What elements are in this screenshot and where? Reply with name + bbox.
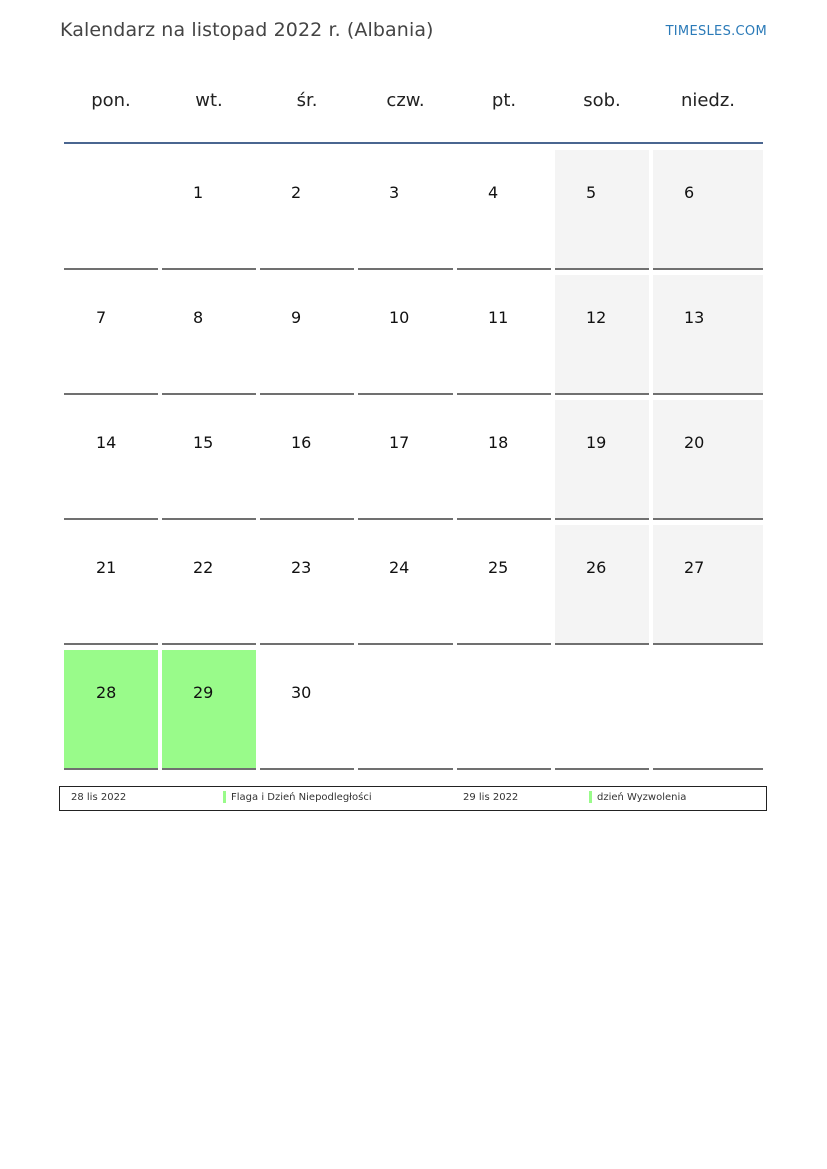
day-cell[interactable] — [260, 400, 354, 520]
day-cell[interactable] — [358, 275, 453, 395]
day-number: 3 — [389, 183, 400, 202]
day-number: 26 — [586, 558, 607, 577]
site-link[interactable]: TIMESLES.COM — [665, 24, 767, 39]
day-cell[interactable] — [162, 400, 256, 520]
weekday-label: śr. — [296, 90, 318, 111]
empty-day-cell — [64, 150, 158, 270]
day-cell[interactable] — [64, 275, 158, 395]
day-number: 15 — [193, 433, 214, 452]
day-number: 27 — [684, 558, 705, 577]
day-cell[interactable] — [555, 275, 649, 395]
day-number: 4 — [488, 183, 499, 202]
weekday-label: czw. — [386, 90, 425, 111]
day-number: 18 — [488, 433, 509, 452]
day-cell[interactable] — [260, 525, 354, 645]
day-number: 20 — [684, 433, 705, 452]
day-number: 17 — [389, 433, 410, 452]
day-cell[interactable] — [653, 275, 763, 395]
weekday-label: wt. — [195, 90, 223, 111]
day-cell[interactable] — [260, 150, 354, 270]
day-cell[interactable] — [358, 400, 453, 520]
day-cell[interactable] — [555, 150, 649, 270]
weekday-header-row — [64, 90, 763, 118]
empty-day-cell — [653, 650, 763, 770]
day-number: 22 — [193, 558, 214, 577]
day-cell[interactable] — [457, 400, 551, 520]
day-number: 19 — [586, 433, 607, 452]
day-cell[interactable] — [260, 275, 354, 395]
weekday-label: niedz. — [680, 90, 736, 111]
day-cell[interactable] — [653, 525, 763, 645]
day-cell[interactable] — [64, 400, 158, 520]
day-number: 11 — [488, 308, 509, 327]
day-number: 5 — [586, 183, 597, 202]
day-number: 14 — [96, 433, 117, 452]
legend-holiday-name: Flaga i Dzień Niepodległości — [231, 792, 372, 803]
day-number: 12 — [586, 308, 607, 327]
day-cell[interactable] — [358, 525, 453, 645]
holiday-legend — [59, 786, 767, 811]
empty-day-cell — [358, 650, 453, 770]
day-cell[interactable] — [64, 525, 158, 645]
day-cell[interactable] — [162, 525, 256, 645]
day-cell[interactable] — [260, 650, 354, 770]
day-number: 6 — [684, 183, 695, 202]
day-number: 9 — [291, 308, 302, 327]
holiday-color-marker — [589, 791, 592, 803]
day-number: 16 — [291, 433, 312, 452]
legend-holiday-name: dzień Wyzwolenia — [597, 792, 687, 803]
holiday-day-cell[interactable] — [64, 650, 158, 770]
day-number: 10 — [389, 308, 410, 327]
holiday-color-marker — [223, 791, 226, 803]
day-number: 7 — [96, 308, 107, 327]
day-number: 25 — [488, 558, 509, 577]
day-number: 2 — [291, 183, 302, 202]
day-cell[interactable] — [653, 400, 763, 520]
page-title: Kalendarz na listopad 2022 r. (Albania) — [60, 19, 434, 41]
legend-date: 28 lis 2022 — [71, 792, 127, 803]
day-number: 1 — [193, 183, 204, 202]
day-number: 13 — [684, 308, 705, 327]
day-number: 29 — [193, 683, 214, 702]
empty-day-cell — [555, 650, 649, 770]
day-cell[interactable] — [162, 150, 256, 270]
day-cell[interactable] — [358, 150, 453, 270]
weekday-label: sob. — [583, 90, 621, 111]
header-divider — [64, 142, 763, 144]
day-cell[interactable] — [555, 525, 649, 645]
day-cell[interactable] — [457, 275, 551, 395]
day-number: 23 — [291, 558, 312, 577]
day-cell[interactable] — [457, 525, 551, 645]
holiday-day-cell[interactable] — [162, 650, 256, 770]
day-cell[interactable] — [162, 275, 256, 395]
day-number: 21 — [96, 558, 117, 577]
legend-date: 29 lis 2022 — [463, 792, 519, 803]
weekday-label: pon. — [91, 90, 131, 111]
day-number: 24 — [389, 558, 410, 577]
day-cell[interactable] — [555, 400, 649, 520]
day-number: 30 — [291, 683, 312, 702]
day-number: 28 — [96, 683, 117, 702]
day-number: 8 — [193, 308, 204, 327]
empty-day-cell — [457, 650, 551, 770]
day-cell[interactable] — [653, 150, 763, 270]
day-cell[interactable] — [457, 150, 551, 270]
weekday-label: pt. — [491, 90, 517, 111]
